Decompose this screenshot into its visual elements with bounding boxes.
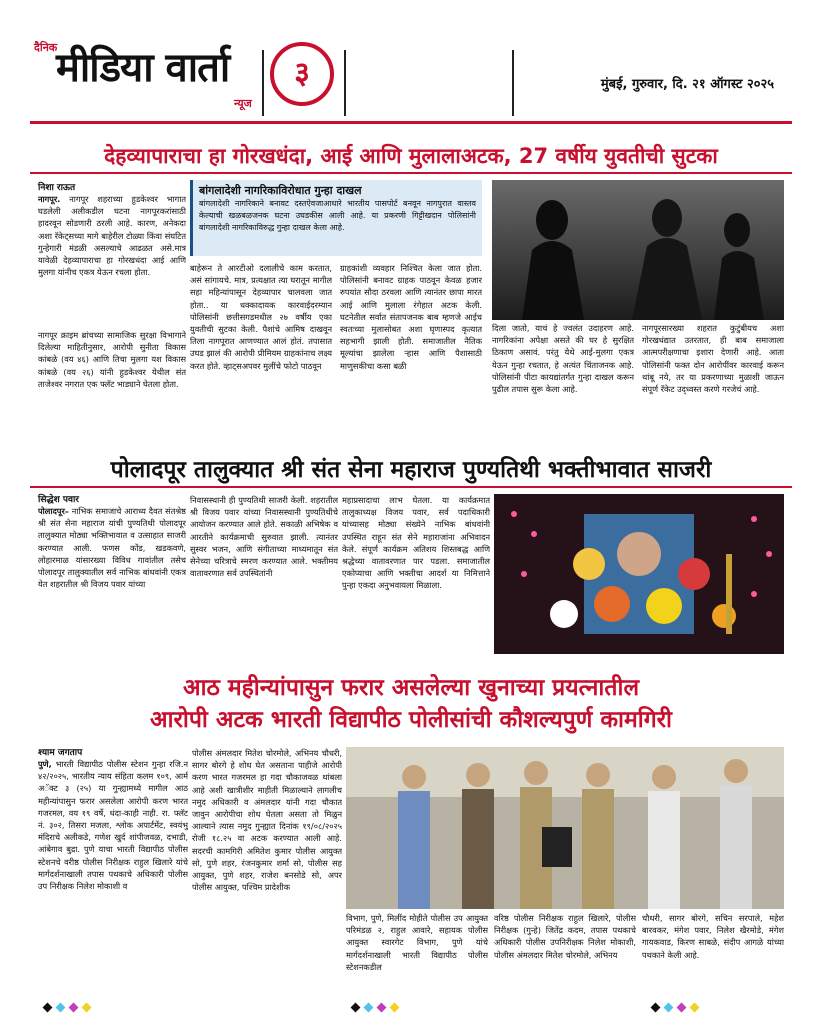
dot-cyan — [664, 1003, 674, 1013]
dot-cyan — [56, 1003, 66, 1013]
story1-col3-text: ग्राहकांशी व्यवहार निश्चित केला जात होता. पोलिसांनी बनावट ग्राहक पाठवून केवळ हजार रुपयांत सौदा ठरवला आणि त्यानंतर छापा मारत आई आणि मुलाला रंगेहात अटक केली. घटनेतील सर्वात संतापजनक बाब म्हणजे आईच स्वतःच्या मुलासोबत अशा घृणास्पद कृत्यात सहभागी झाली होती. समाजातील नैतिक मूल्यांचा झालेला ऱ्हास आणि पैशासाठी माणुसकीचा कसा बळी — [340, 263, 482, 371]
masthead-divider — [512, 50, 514, 116]
story2-headline: पोलादपूर तालुक्यात श्री संत सेना महाराज पुण्यतिथी भक्तीभावात साजरी — [110, 457, 712, 483]
story1-sidebar-box — [190, 180, 482, 256]
story1-photo — [492, 180, 784, 320]
masthead-title: मीडिया वार्ता — [56, 45, 230, 91]
edition-date: मुंबई, गुरुवार, दि. २१ ऑगस्ट २०२५ — [600, 77, 774, 92]
dot-cyan — [364, 1003, 374, 1013]
dot-magenta — [69, 1003, 79, 1013]
masthead-news-label: न्यूज — [234, 97, 252, 110]
story3-col1-text: भारती विद्यापीठ पोलीस स्टेशन गुन्हा रजि.न ४२/२०२५, भारतीय न्याय संहिता कलम १०९, आर्म अॅक्ट ३ (२५) या गुन्ह्यामध्ये मागील आठ महीन्यांपासुन फरार असलेला आरोपी करण भारत गजरमल, वय १९ वर्षे, धंदा-काही नाही. रा. फ्लॅट नं. ३०२, तिसरा मजला, श्लोक अपार्टमेंट, स्वयंभु मंदिराचे अलीकडे, गणेश खुर्द शांपीजवळ, दभाडी, आंबेगाव बुद्रा. पुणे याचा भारती विद्यापीठ पोलीस स्टेशनचे वरीष्ठ पोलीस निरीक्षक राहुल खिलारे यांचे मार्गदर्शनाखाली तपास पथकाचे अधिकारी पोलीस उप निरीक्षक निलेश मोकाशी व — [38, 759, 188, 892]
story1-column-1 — [38, 180, 186, 449]
story2-column-1 — [38, 492, 186, 637]
story1-col4-text: दिला जातो, याचं हे ज्वलंत उदाहरण आहे. नागरिकांना अपेक्षा असते की घर हे सुरक्षित ठिकाण असावं. परंतु येथे आई-मुलगा एकत्र येऊन गुन्हा रचतात, हे अत्यंत चिंताजनक आहे. पोलिसांनी पीटा कायद्यांतर्गत गुन्हा दाखल करून पुढील तपास सुरू केला आहे. — [492, 323, 634, 395]
dot-yellow — [690, 1003, 700, 1013]
story1-headline: देहव्यापाराचा हा गोरखधंदा, आई आणि मुलालाअटक, 27 वर्षीय युवतीची सुटका — [104, 144, 718, 168]
dot-black — [351, 1003, 361, 1013]
story3-byline: श्याम जगताप — [38, 748, 83, 758]
story2-photo — [494, 494, 784, 654]
footer-dots-center — [352, 996, 404, 1015]
story3-photo — [346, 747, 784, 909]
story3-headline-line-2: आरोपी अटक भारती विद्यापीठ पोलीसांची कौशल्यपुर्ण कामगिरी — [149, 707, 673, 733]
dot-magenta — [677, 1003, 687, 1013]
masthead-divider — [262, 50, 264, 116]
story3-col5-text: चौधरी, सागर बोरगे, सचिन सरपाले, महेश बारवकर, मंगेश पवार, निलेश खैरमोडे, मंगेश गायकवाड, किरण साबळे, संदीप आगळे यांच्या पथकाने केली आहे. — [642, 913, 784, 960]
story2-byline: सिद्धेश पवार — [38, 495, 79, 505]
story1-col1-text: नागपूर शहराच्या हुडकेश्वर भागात घडलेली अलीकडील घटना नागपूरकरांसाठी हादरवून सोडणारी ठरली आहे. कारण, अनेकदा अशा रॅकेट्सच्या मागे बाहेरील टोळ्या किंवा संघटित गुन्हेगारी मंडळी असल्याचे आढळत असे.मात्र यावेळी देहव्यापाराचा हा गोरखधंदा आई आणि मुलगा यांनीच एकत्र येऊन रचला होता. — [38, 194, 186, 278]
dot-black — [651, 1003, 661, 1013]
story3-dateline: पुणे, — [38, 759, 52, 769]
story1-byline: निशा राऊत — [38, 183, 76, 193]
masthead-divider — [344, 50, 346, 116]
story1-dateline: नागपूर. — [38, 194, 61, 204]
masthead-daily-label: दैनिक — [34, 41, 58, 54]
story2-col3-text: महाप्रसादाचा लाभ घेतला. या कार्यक्रमात तालुकाध्यक्ष विजय पवार, सर्व पदाधिकारी यांच्यासह मोठ्या संख्येने नाभिक बांधवांनी उपस्थित राहून संत सेने महाराजांना अभिवादन केले. संपूर्ण कार्यक्रम अतिशय शिस्तबद्ध आणि श्रद्धेच्या वातावरणात पार पडला. समाजातील एकोप्याचा आणि भक्तीचा आदर्श या निमित्ताने पुन्हा एकदा अनुभवायला मिळाला. — [342, 495, 490, 591]
story2-dateline: पोलादपूर– — [38, 506, 69, 516]
dot-yellow — [390, 1003, 400, 1013]
story1-sidebar-text: बांगलादेशी नागरिकाने बनावट दस्तऐवजाआधारे भारतीय पासपोर्ट बनवून नागपुरात वास्तव केल्याची खळबळजनक घटना उघडकीस आली आहे. या प्रकरणी गिट्टीखदान पोलिसांनी बांगलादेशी नागरिकाविरुद्ध गुन्हा दाखल केला आहे. — [199, 199, 476, 233]
story1-col5-text: नागपूरसारख्या शहरात कुटुंबीयच अशा गोरखधंद्यात उतरतात, ही बाब समाजाला आत्मपरीक्षणाचा इशारा देणारी आहे. आता पोलिसांनी फक्त दोन आरोपींवर कारवाई करून थांबू नये, तर या प्रकरणाच्या मुळाशी जाऊन संपूर्ण रॅकेट उद्ध्वस्त करणे गरजेचं आहे. — [642, 323, 784, 395]
shrine-image — [494, 494, 784, 654]
story1-sidebar-headline: बांगलादेशी नागरिकाविरोधात गुन्हा दाखल — [199, 184, 362, 197]
police-team-image — [346, 747, 784, 909]
story3-headline-line-1: आठ महीन्यांपासुन फरार असलेल्या खुनाच्या प्रयत्नातील — [182, 675, 640, 701]
story1-rule — [30, 172, 792, 174]
dot-yellow — [82, 1003, 92, 1013]
masthead-rule — [30, 121, 792, 124]
page-number-badge: ३ — [270, 42, 334, 106]
silhouettes-image — [492, 180, 784, 320]
story1-col1b-text: नागपूर क्राइम ब्रांचच्या सामाजिक सुरक्षा विभागाने दिलेल्या माहितीनुसार, आरोपी सुनीता विकास कांबळे (वय ४६) आणि तिचा मुलगा यश विकास कांबळे (वय २६) यांनी हुडकेश्वर येथील संत ताजेश्वर नगरात एक फ्लॅट भाड्याने घेतला होता. — [38, 330, 186, 389]
story1-col2-text: बाहेरून ते आरटीओ दलालीचे काम करतात, असं सांगायचे. मात्र, प्रत्यक्षात त्या घरातून मागील सहा महिन्यांपासून देहव्यापार चालवला जात होता.. या धक्कादायक कारवाईदरम्यान पोलिसांनी छत्तीसगडमधील २७ वर्षीय एका युवतीची सुटका केली. पैशांचे आमिष दाखवून तिला नागपूरात आणण्यात आलं होतं. तपासात उघड झालं की आरोपी प्रीमियम ग्राहकांनाच लक्ष्य करत होते. व्हाट्सअपवर मुलींचे फोटो पाठवून — [190, 263, 332, 371]
story3-column-1 — [38, 745, 188, 996]
story3-col4-text: वरिष्ठ पोलीस निरीक्षक राहुल खिलारे, पोलीस निरीक्षक (गुन्हे) जितेंद्र कदम, तपास पथकाचे अधिकारी पोलीस उपनिरीक्षक निलेश मोकाशी, पोलीस अंमलदार मितेश चोरमोले, अभिनय — [494, 913, 636, 960]
story2-col2-text: निवासस्थानी ही पुण्यतिथी साजरी केली. शहरातील श्री विजय पवार यांच्या निवासस्थानी पुण्यतिथीचे आयोजन करण्यात आले होते. सकाळी अभिषेक व आरतीने कार्यक्रमाची सुरुवात झाली. त्यानंतर सुस्वर भजन, आणि संगीताच्या माध्यमातून संत सेनेच्या चरित्राचे स्मरण करण्यात आले. भक्तीमय वातावरणात सर्व उपस्थितांनी — [190, 495, 338, 579]
story3-col3-text: विभाग, पुणे, मिलींद मोहीते पोलीस उप आयुक्त परिमंडळ २, राहुल आवारे, सहायक पोलीस आयुक्त स्वारगेट विभाग, पुणे यांचे मार्गदर्शनाखाली भारती विद्यापीठ पोलीस स्टेशनकडील — [346, 913, 488, 972]
story2-col1-text: नाभिक समाजाचे आराध्य दैवत संतश्रेष्ठ श्री संत सेना महाराज यांची पुण्यतिथी पोलादपूर तालुक्यात मोठ्या भक्तिभावात व उत्साहात साजरी करण्यात आली. फणस कोंड, खडकवणे, लोहारमाळ यांसारख्या विविध गावांतील तसेच पोलादपूर तालुक्यातील सर्व नाभिक बांधवांनी एकत्र येत शहरातील श्री विजय पवार यांच्या — [38, 506, 186, 590]
dot-magenta — [377, 1003, 387, 1013]
footer-dots-left — [44, 996, 96, 1015]
dot-black — [43, 1003, 53, 1013]
story3-col2-text: पोलीस अंमलदार मितेश चोरमोले, अभिनय चौधरी, सागर बोरगे हे शोध घेत असताना पाहीजे आरोपी करण भारत गजरमल हा गदा चौकाजवळ थांबला आहे अशी खात्रीशीर माहीती मिळाल्याने लागलीच नमुद अधिकारी व अंमलदार यांनी गदा चौकात जावुन आरोपीचा शोध घेतला असता तो मिळुन आल्याने त्यास नमुद गुन्ह्यात दिनांक १९/०८/२०२५ रोजी १८.२५ वा अटक करण्यात आली आहे. सदरची कामगिरी अमितेश कुमार पोलीस आयुक्त सो, पुणे शहर, रंजनकुमार शर्मा सो, पोलीस सह आयुक्त, पुणे शहर, राजेश बनसोडे सो, अपर पोलीस आयुक्त, पश्चिम प्रादेशीक — [192, 748, 342, 893]
footer-dots-right — [652, 996, 704, 1015]
story2-rule — [30, 486, 792, 488]
